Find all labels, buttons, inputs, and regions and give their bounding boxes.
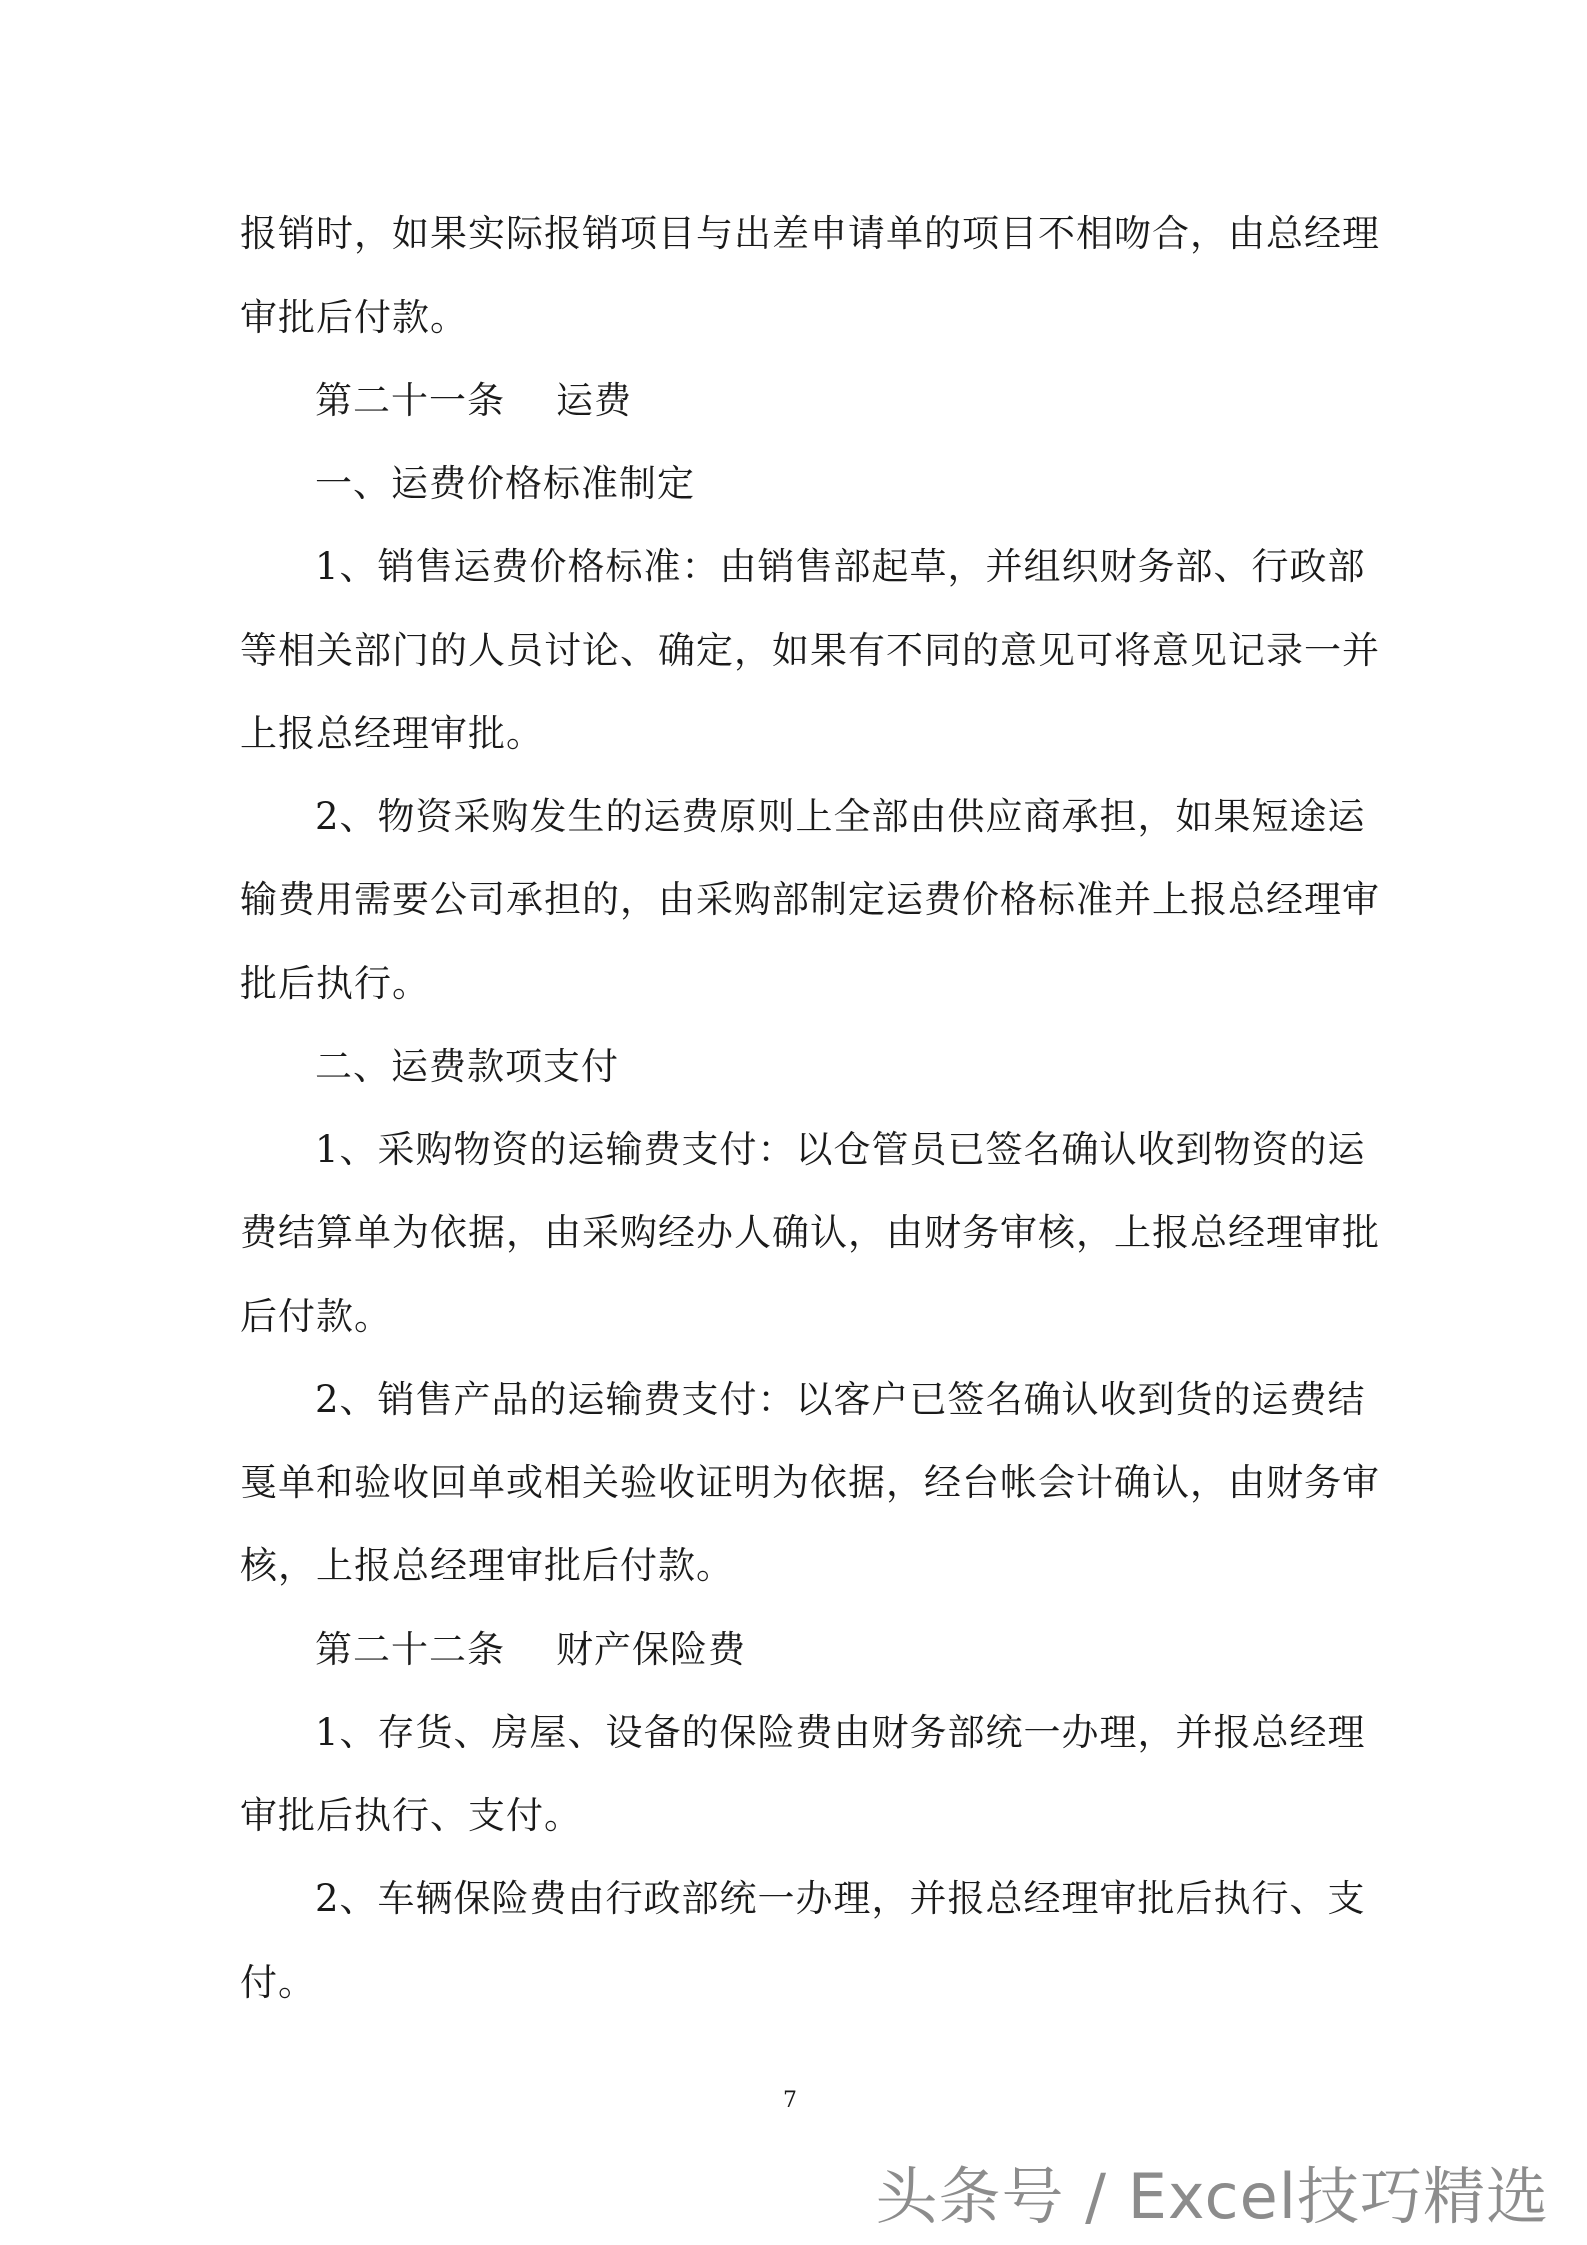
paragraph-text: 报销时，如果实际报销项目与出差申请单的项目不相吻合，由总经理	[240, 212, 1380, 255]
section-title: 一、运费价格标准制定	[315, 462, 695, 505]
watermark: 头条号 / Excel技巧精选	[875, 2160, 1549, 2233]
paragraph-text: 戛单和验收回单或相关验收证明为依据，经台帐会计确认，由财务审	[240, 1461, 1380, 1504]
paragraph-text: 后付款。	[240, 1295, 392, 1338]
article-title: 第二十二条 财产保险费	[315, 1628, 747, 1671]
paragraph-text: 2、车辆保险费由行政部统一办理，并报总经理审批后执行、支	[315, 1877, 1366, 1920]
paragraph-text: 核，上报总经理审批后付款。	[240, 1544, 734, 1587]
paragraph-text: 2、销售产品的运输费支付：以客户已签名确认收到货的运费结	[315, 1378, 1366, 1421]
paragraph-text: 审批后执行、支付。	[240, 1794, 582, 1837]
paragraph-text: 1、销售运费价格标准：由销售部起草，并组织财务部、行政部	[315, 545, 1366, 588]
paragraph-text: 批后执行。	[240, 962, 430, 1005]
paragraph-text: 2、物资采购发生的运费原则上全部由供应商承担，如果短途运	[315, 795, 1366, 838]
page-number: 7	[783, 2088, 797, 2113]
paragraph-text: 审批后付款。	[240, 296, 468, 339]
paragraph-text: 1、采购物资的运输费支付：以仓管员已签名确认收到物资的运	[315, 1128, 1366, 1171]
article-title: 第二十一条 运费	[315, 379, 633, 422]
paragraph-text: 等相关部门的人员讨论、确定，如果有不同的意见可将意见记录一并	[240, 629, 1380, 672]
paragraph-text: 费结算单为依据，由采购经办人确认，由财务审核，上报总经理审批	[240, 1211, 1380, 1254]
section-title: 二、运费款项支付	[315, 1045, 619, 1088]
paragraph-text: 上报总经理审批。	[240, 712, 544, 755]
paragraph-text: 1、存货、房屋、设备的保险费由财务部统一办理，并报总经理	[315, 1711, 1366, 1754]
paragraph-text: 付。	[240, 1961, 316, 2004]
paragraph-text: 输费用需要公司承担的，由采购部制定运费价格标准并上报总经理审	[240, 878, 1380, 921]
